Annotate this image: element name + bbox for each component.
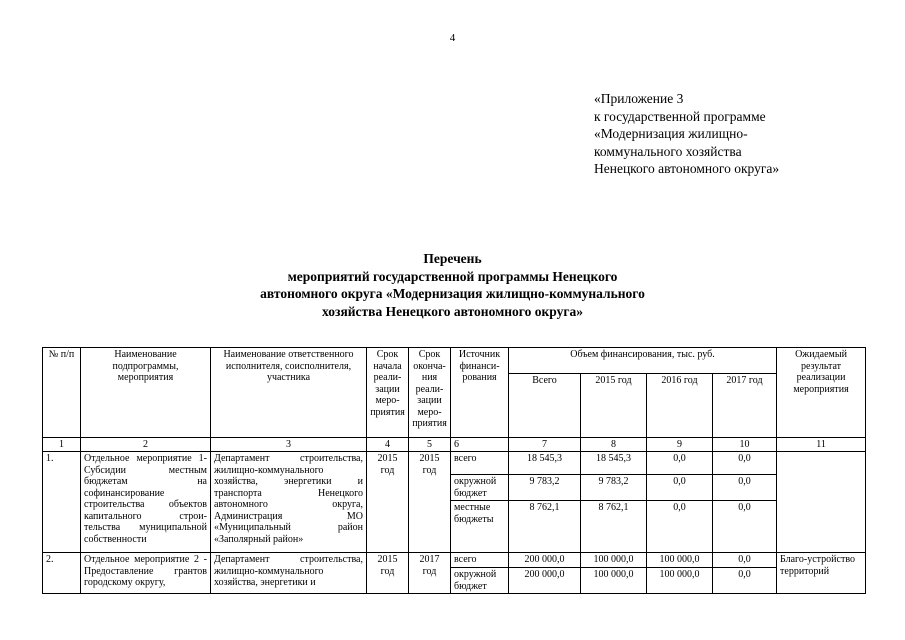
row-expected-result: Благо-устройство территорий	[777, 553, 866, 594]
activities-table	[42, 347, 866, 594]
column-number: 7	[509, 438, 581, 452]
column-number: 5	[409, 438, 451, 452]
table-header-row	[43, 348, 866, 374]
header-2015: 2015 год	[581, 374, 647, 438]
funding-2015: 100 000,0	[581, 553, 647, 568]
column-number: 6	[451, 438, 509, 452]
column-number: 10	[713, 438, 777, 452]
header-2017: 2017 год	[713, 374, 777, 438]
funding-2017: 0,0	[713, 553, 777, 568]
row-activity-name: Отдельное мероприятие 1-Субсидии местным бюджетам на софинансирование строительства объектов капитального строи-тельства муниципальной собственности	[81, 452, 211, 553]
row-expected-result	[777, 452, 866, 553]
row-executor: Департамент строительства, жилищно-коммунального хозяйства, энергетики и	[211, 553, 367, 594]
appendix-line: к государственной программе	[594, 108, 766, 124]
funding-2016: 0,0	[647, 475, 713, 501]
table-row	[43, 553, 866, 568]
row-number: 2.	[43, 553, 81, 594]
funding-source: всего	[451, 452, 509, 475]
appendix-line: «Модернизация жилищно-	[594, 126, 748, 141]
funding-2015: 18 545,3	[581, 452, 647, 475]
column-number: 3	[211, 438, 367, 452]
title-line: мероприятий государственной программы Ненецкого	[287, 268, 618, 284]
row-number: 1.	[43, 452, 81, 553]
funding-total: 18 545,3	[509, 452, 581, 475]
funding-source: всего	[451, 553, 509, 568]
funding-source: окружной бюджет	[451, 475, 509, 501]
funding-2016: 100 000,0	[647, 568, 713, 594]
row-activity-name: Отдельное мероприятие 2 - Предоставление грантов городскому округу,	[81, 553, 211, 594]
header-2016: 2016 год	[647, 374, 713, 438]
funding-2017: 0,0	[713, 501, 777, 553]
header-source: Источник финанси-рования	[451, 348, 509, 438]
funding-2015: 9 783,2	[581, 475, 647, 501]
title-line: Перечень	[423, 251, 482, 266]
header-start: Срок начала реали-зации меро-приятия	[367, 348, 409, 438]
appendix-line: «Приложение 3	[594, 91, 684, 106]
column-number: 1	[43, 438, 81, 452]
funding-2015: 8 762,1	[581, 501, 647, 553]
column-number: 11	[777, 438, 866, 452]
column-numbers-row	[43, 438, 866, 452]
funding-source: окружной бюджет	[451, 568, 509, 594]
table-row	[43, 452, 866, 475]
header-name: Наименование подпрограммы, мероприятия	[81, 348, 211, 438]
row-end-year: 2017 год	[409, 553, 451, 594]
column-number: 4	[367, 438, 409, 452]
header-total: Всего	[509, 374, 581, 438]
page-number: 4	[449, 32, 456, 44]
appendix-note	[594, 90, 779, 178]
funding-source: местные бюджеты	[451, 501, 509, 553]
appendix-line: коммунального хозяйства	[594, 143, 742, 159]
title-line: хозяйства Ненецкого автономного округа»	[322, 303, 583, 319]
title-line: автономного округа «Модернизация жилищно-коммунального	[260, 286, 645, 301]
row-end-year: 2015 год	[409, 452, 451, 553]
header-executor: Наименование ответственного исполнителя, соисполнителя, участника	[211, 348, 367, 438]
header-volume: Объем финансирования, тыс. руб.	[509, 348, 777, 374]
row-start-year: 2015 год	[367, 452, 409, 553]
funding-total: 8 762,1	[509, 501, 581, 553]
funding-2015: 100 000,0	[581, 568, 647, 594]
header-no: № п/п	[43, 348, 81, 438]
funding-total: 200 000,0	[509, 553, 581, 568]
header-end: Срок оконча-ния реали-зации меро-приятия	[409, 348, 451, 438]
funding-2016: 100 000,0	[647, 553, 713, 568]
funding-2016: 0,0	[647, 452, 713, 475]
column-number: 8	[581, 438, 647, 452]
funding-2016: 0,0	[647, 501, 713, 553]
funding-total: 200 000,0	[509, 568, 581, 594]
row-start-year: 2015 год	[367, 553, 409, 594]
column-number: 9	[647, 438, 713, 452]
funding-2017: 0,0	[713, 568, 777, 594]
column-number: 2	[81, 438, 211, 452]
funding-total: 9 783,2	[509, 475, 581, 501]
header-result: Ожидаемый результат реализации мероприятия	[777, 348, 866, 438]
funding-2017: 0,0	[713, 452, 777, 475]
funding-2017: 0,0	[713, 475, 777, 501]
row-executor: Департамент строительства, жилищно-коммунального хозяйства, энергетики и транспорта Ненецкого автономного округа, Администрация МО «Муниципальный район «Заполярный район»	[211, 452, 367, 553]
appendix-line: Ненецкого автономного округа»	[594, 161, 780, 176]
document-title	[0, 250, 905, 320]
